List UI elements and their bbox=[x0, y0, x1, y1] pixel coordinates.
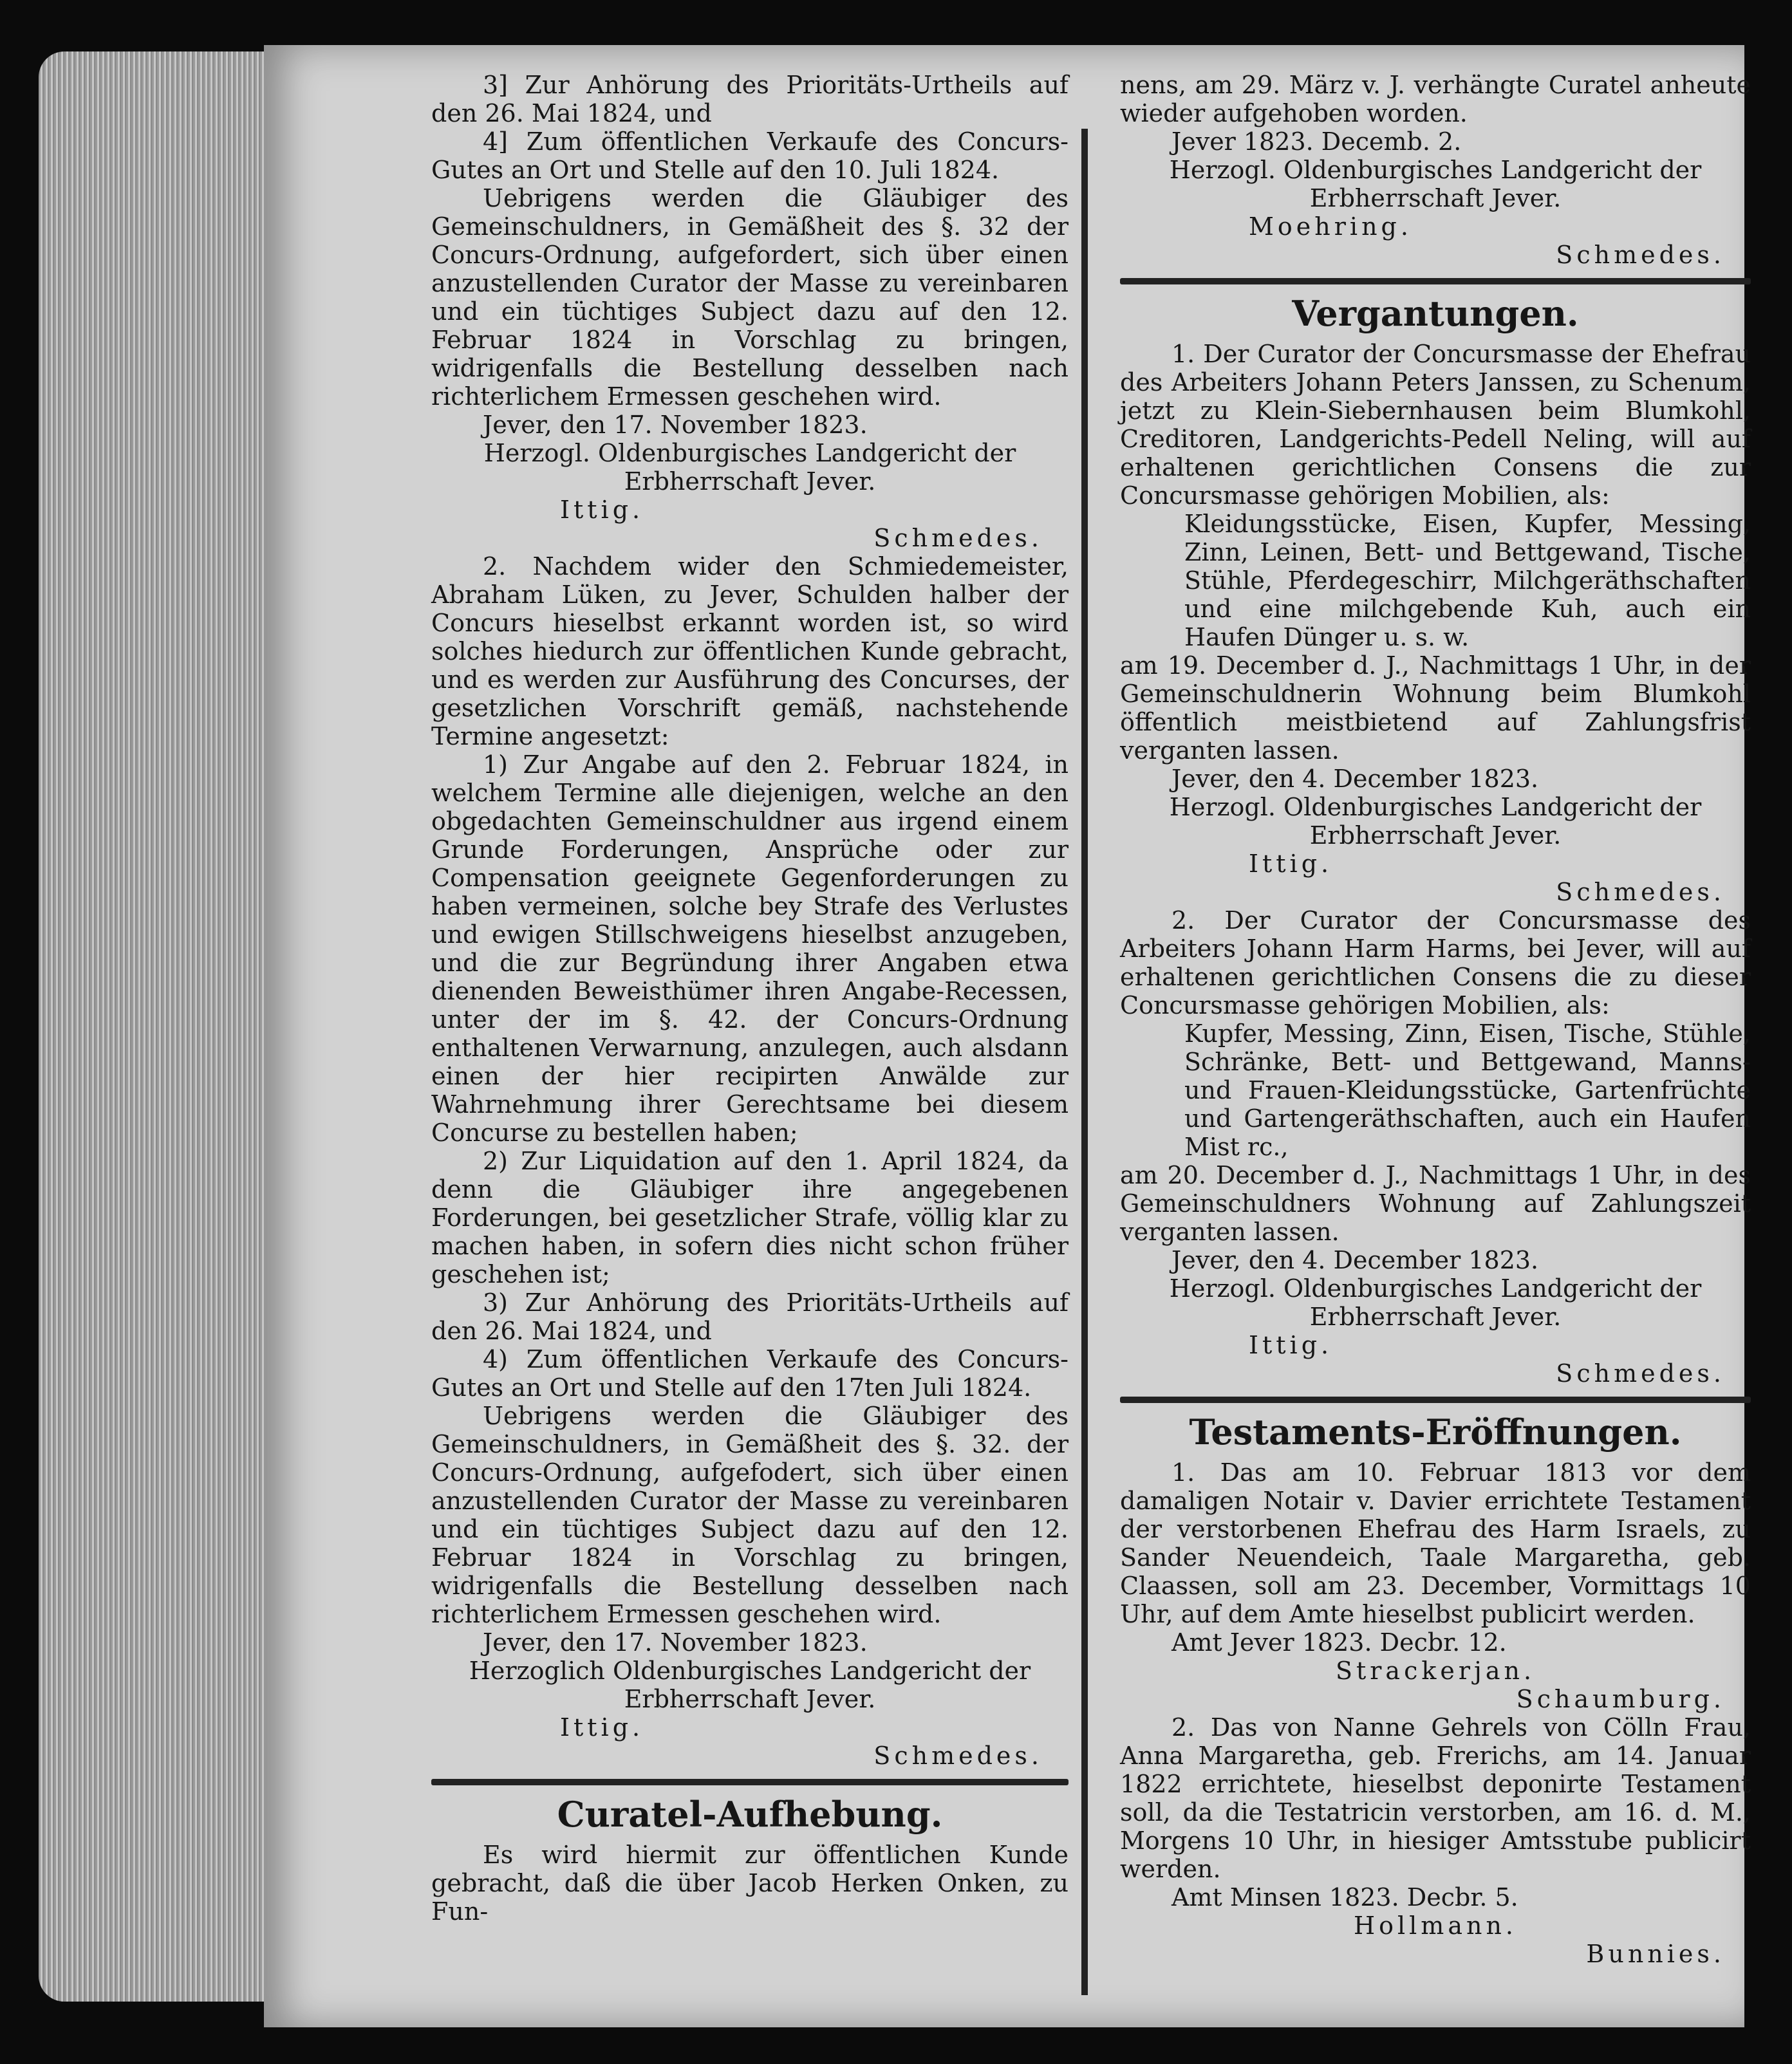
column-divider bbox=[1081, 129, 1088, 1995]
paragraph: Schmedes. bbox=[873, 524, 1043, 552]
paragraph: nens, am 29. März v. J. verhängte Curatel anheute wieder aufgehoben worden. bbox=[1120, 71, 1751, 127]
paragraph: Ittig. bbox=[1249, 1331, 1333, 1359]
paragraph: 2. Der Curator der Concursmasse des Arbeiters Johann Harm Harms, bei Jever, will auf erhaltenen gerichtlichen Consens die zu dieser Concursmasse gehörigen Mobilien, als: bbox=[1120, 906, 1751, 1019]
section-heading-curatel: Curatel-Aufhebung. bbox=[557, 1794, 943, 1835]
section-rule bbox=[1120, 1397, 1751, 1403]
paragraph: 3] Zur Anhörung des Prioritäts-Urtheils auf den 26. Mai 1824, und bbox=[431, 71, 1069, 127]
paragraph: Herzogl. Oldenburgisches Landgericht der Erbherrschaft Jever. bbox=[1169, 793, 1702, 850]
section-rule bbox=[431, 1779, 1069, 1785]
paragraph: Jever 1823. Decemb. 2. bbox=[1171, 127, 1462, 156]
paragraph: am 20. December d. J., Nachmittags 1 Uhr, in des Gemeinschuldners Wohnung auf Zahlungszeit verganten lassen. bbox=[1120, 1161, 1751, 1246]
paragraph: 1. Der Curator der Concursmasse der Ehefrau des Arbeiters Johann Peters Janssen, zu Schenum, jetzt zu Klein-Siebernhausen beim Blumkohl, Creditoren, Landgerichts-Pedell Neling, will auf erhaltenen gerichtlichen Consens die zur Concursmasse gehörigen Mobilien, als: bbox=[1120, 340, 1751, 510]
paragraph: 4) Zum öffentlichen Verkaufe des Concurs-Gutes an Ort und Stelle auf den 17ten Juli 1824. bbox=[431, 1345, 1069, 1402]
paragraph: 2. Das von Nanne Gehrels von Cölln Frau, Anna Margaretha, geb. Frerichs, am 14. Januar 1822 errichtete, hieselbst deponirte Testament soll, da die Testatricin verstorben, am 16. d. M., Morgens 10 Uhr, in hiesiger Amtsstube publicirt werden. bbox=[1120, 1713, 1751, 1883]
paragraph: Amt Jever 1823. Decbr. 12. bbox=[1171, 1628, 1507, 1657]
paragraph: 1) Zur Angabe auf den 2. Februar 1824, in welchem Termine alle diejenigen, welche an den obgedachten Gemeinschuldner aus irgend einem Grunde Forderungen, Ansprüche oder zur Compensation geeignete Gegenforderungen zu haben vermeinen, solche bey Strafe des Verlustes und ewigen Stillschweigens hieselbst anzugeben, und die zur Begründung ihrer Angaben etwa dienenden Beweisthümer ihren Angabe-Recessen, unter der im §. 42. der Concurs-Ordnung enthaltenen Verwarnung, anzulegen, auch alsdann einen der hier recipirten Anwälde zur Wahrnehmung ihrer Gerechtsame bei diesem Concurse zu bestellen haben; bbox=[431, 750, 1069, 1147]
paragraph: Strackerjan. bbox=[1335, 1657, 1536, 1685]
paragraph: Es wird hiermit zur öffentlichen Kunde gebracht, daß die über Jacob Herken Onken, zu Fun- bbox=[431, 1841, 1069, 1926]
paragraph: Jever, den 17. November 1823. bbox=[483, 1628, 868, 1657]
section-heading-vergantungen: Vergantungen. bbox=[1292, 293, 1579, 334]
paragraph: Herzogl. Oldenburgisches Landgericht der Erbherrschaft Jever. bbox=[1169, 156, 1702, 212]
left-column-text bbox=[431, 71, 1069, 1770]
paragraph: Jever, den 4. December 1823. bbox=[1171, 1246, 1539, 1274]
paragraph: Kupfer, Messing, Zinn, Eisen, Tische, Stühle, Schränke, Bett- und Bettgewand, Manns- und Frauen-Kleidungsstücke, Gartenfrüchte und Gartengeräthschaften, auch ein Haufen Mist rc., bbox=[1184, 1019, 1751, 1161]
paragraph: Herzogl. Oldenburgisches Landgericht der Erbherrschaft Jever. bbox=[483, 439, 1016, 496]
paragraph: Schmedes. bbox=[1556, 241, 1725, 269]
paragraph: Jever, den 17. November 1823. bbox=[483, 411, 868, 439]
section-rule bbox=[1120, 278, 1751, 284]
book-page-edges bbox=[39, 51, 283, 2002]
curatel-text bbox=[431, 1841, 1069, 1926]
paragraph: Schaumburg. bbox=[1516, 1685, 1725, 1713]
paragraph: Uebrigens werden die Gläubiger des Gemeinschuldners, in Gemäßheit des §. 32. der Concurs-Ordnung, aufgefodert, sich über einen anzustellenden Curator der Masse zu vereinbaren und ein tüchtiges Subject dazu auf den 12. Februar 1824 in Vorschlag zu bringen, widrigenfalls die Bestellung desselben nach richterlichem Ermessen geschehen wird. bbox=[431, 1402, 1069, 1628]
curatel-continued-text bbox=[1120, 71, 1751, 269]
paragraph: Herzogl. Oldenburgisches Landgericht der Erbherrschaft Jever. bbox=[1169, 1274, 1702, 1331]
paragraph: Schmedes. bbox=[1556, 878, 1725, 906]
paragraph: Ittig. bbox=[560, 496, 644, 524]
paragraph: Jever, den 4. December 1823. bbox=[1171, 765, 1539, 793]
vergantungen-text bbox=[1120, 340, 1751, 1388]
section-heading-testaments: Testaments-Eröffnungen. bbox=[1189, 1411, 1682, 1453]
paragraph: 4] Zum öffentlichen Verkaufe des Concurs-Gutes an Ort und Stelle auf den 10. Juli 1824. bbox=[431, 127, 1069, 184]
paragraph: 2. Nachdem wider den Schmiedemeister, Abraham Lüken, zu Jever, Schulden halber der Concurs hieselbst erkannt worden ist, so wird solches hiedurch zur öffentlichen Kunde gebracht, und es werden zur Ausführung des Concurses, der gesetzlichen Vorschrift gemäß, nachstehende Termine angesetzt: bbox=[431, 552, 1069, 750]
paragraph: Moehring. bbox=[1249, 212, 1412, 241]
left-column bbox=[431, 71, 1069, 1926]
paragraph: Herzoglich Oldenburgisches Landgericht der Erbherrschaft Jever. bbox=[469, 1657, 1031, 1713]
paragraph: 2) Zur Liquidation auf den 1. April 1824, da denn die Gläubiger ihre angegebenen Forderungen, bei gesetzlicher Strafe, völlig klar zu machen haben, in sofern dies nicht schon früher geschehen ist; bbox=[431, 1147, 1069, 1288]
paragraph: 1. Das am 10. Februar 1813 vor dem damaligen Notair v. Davier errichtete Testament der verstorbenen Ehefrau des Harm Israels, zu Sander Neuendeich, Taale Margaretha, geb. Claassen, soll am 23. December, Vormittags 10 Uhr, auf dem Amte hieselbst publicirt werden. bbox=[1120, 1458, 1751, 1628]
paragraph: Bunnies. bbox=[1586, 1940, 1725, 1968]
right-column bbox=[1120, 71, 1751, 1968]
paragraph: 3) Zur Anhörung des Prioritäts-Urtheils auf den 26. Mai 1824, und bbox=[431, 1288, 1069, 1345]
paragraph: Schmedes. bbox=[1556, 1359, 1725, 1388]
paragraph: Ittig. bbox=[1249, 850, 1333, 878]
paragraph: Kleidungsstücke, Eisen, Kupfer, Messing, Zinn, Leinen, Bett- und Bettgewand, Tische, Stühle, Pferdegeschirr, Milchgeräthschaften und eine milchgebende Kuh, auch ein Haufen Dünger u. s. w. bbox=[1184, 510, 1751, 651]
paragraph: Ittig. bbox=[560, 1713, 644, 1742]
paragraph: Hollmann. bbox=[1353, 1911, 1518, 1940]
paragraph: Uebrigens werden die Gläubiger des Gemeinschuldners, in Gemäßheit des §. 32 der Concurs-Ordnung, aufgefordert, sich über einen anzustellenden Curator der Masse zu vereinbaren und ein tüchtiges Subject dazu auf den 12. Februar 1824 in Vorschlag zu bringen, widrigenfalls die Bestellung desselben nach richterlichem Ermessen geschehen wird. bbox=[431, 184, 1069, 411]
paragraph: am 19. December d. J., Nachmittags 1 Uhr, in der Gemeinschuldnerin Wohnung beim Blumkohl öffentlich meistbietend auf Zahlungsfrist verganten lassen. bbox=[1120, 651, 1751, 765]
paragraph: Amt Minsen 1823. Decbr. 5. bbox=[1171, 1883, 1518, 1911]
testaments-text bbox=[1120, 1458, 1751, 1968]
paragraph: Schmedes. bbox=[873, 1742, 1043, 1770]
